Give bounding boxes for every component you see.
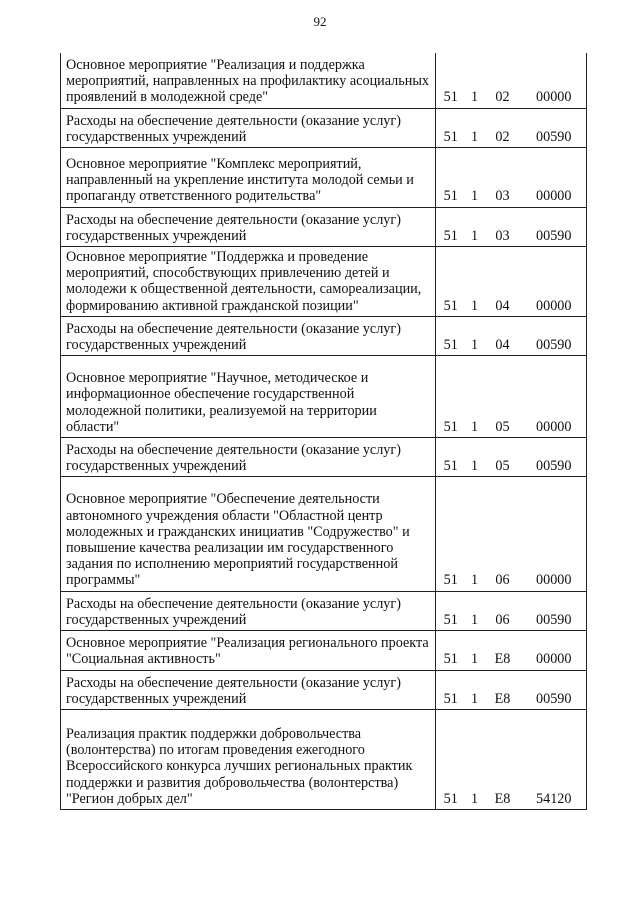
code-program: 51 [436,148,466,208]
code-program: 51 [436,670,466,709]
table-row [61,670,587,709]
table-row [61,591,587,630]
row-description: Основное мероприятие "Реализация и поддержка мероприятий, направленных на профилактику асоциальных проявлений в молодежной среде" [61,53,436,108]
code-subprogram: 1 [466,670,484,709]
code-direction: 00590 [522,207,587,246]
table-row [61,631,587,670]
code-program: 51 [436,438,466,477]
code-event: E8 [484,709,522,809]
code-direction: 00590 [522,591,587,630]
code-program: 51 [436,709,466,809]
row-description: Расходы на обеспечение деятельности (оказание услуг) государственных учреждений [61,438,436,477]
row-description: Расходы на обеспечение деятельности (оказание услуг) государственных учреждений [61,316,436,355]
code-program: 51 [436,247,466,317]
budget-table-container [60,53,586,810]
code-direction: 00000 [522,247,587,317]
code-subprogram: 1 [466,477,484,591]
code-direction: 00000 [522,477,587,591]
code-event: 05 [484,438,522,477]
code-program: 51 [436,356,466,438]
code-direction: 00590 [522,670,587,709]
code-subprogram: 1 [466,247,484,317]
code-event: E8 [484,670,522,709]
code-event: 04 [484,247,522,317]
code-direction: 00000 [522,356,587,438]
code-event: 04 [484,316,522,355]
table-row [61,438,587,477]
code-event: 02 [484,108,522,147]
row-description: Основное мероприятие "Комплекс мероприятий, направленный на укрепление института молодой семьи и пропаганду ответственного родительства" [61,148,436,208]
code-event: 03 [484,148,522,208]
code-program: 51 [436,591,466,630]
budget-table [60,53,587,810]
row-description: Расходы на обеспечение деятельности (оказание услуг) государственных учреждений [61,591,436,630]
row-description: Реализация практик поддержки добровольчества (волонтерства) по итогам проведения ежегодного Всероссийского конкурса лучших региональных практик поддержки и развития добровольчества (волонтерства) "Регион добрых дел" [61,709,436,809]
code-event: E8 [484,631,522,670]
row-description: Расходы на обеспечение деятельности (оказание услуг) государственных учреждений [61,108,436,147]
code-event: 06 [484,477,522,591]
table-row [61,108,587,147]
table-row [61,148,587,208]
code-program: 51 [436,631,466,670]
code-subprogram: 1 [466,207,484,246]
code-subprogram: 1 [470,89,479,106]
code-event: 02 [495,89,510,106]
code-subprogram: 1 [466,316,484,355]
code-subprogram: 1 [466,148,484,208]
table-row [61,709,587,809]
table-row [61,207,587,246]
code-event: 03 [484,207,522,246]
code-event: 05 [484,356,522,438]
code-direction: 00590 [522,438,587,477]
page-number: 92 [313,14,327,29]
row-description: Основное мероприятие "Реализация регионального проекта "Социальная активность" [61,631,436,670]
code-event: 06 [484,591,522,630]
code-direction: 00000 [522,148,587,208]
budget-table-body [61,53,587,809]
table-row [61,53,587,108]
row-description: Основное мероприятие "Поддержка и проведение мероприятий, способствующих привлечению детей и молодежи к общественной деятельности, самореализации, формированию активной гражданской позиции" [61,247,436,317]
table-row [61,356,587,438]
code-subprogram: 1 [466,709,484,809]
code-subprogram: 1 [466,356,484,438]
code-program: 51 [436,108,466,147]
code-program: 51 [436,316,466,355]
row-description: Расходы на обеспечение деятельности (оказание услуг) государственных учреждений [61,207,436,246]
code-direction: 00000 [522,631,587,670]
code-program: 51 [436,477,466,591]
code-direction: 00590 [522,108,587,147]
code-subprogram: 1 [466,631,484,670]
code-direction: 00590 [522,316,587,355]
code-subprogram: 1 [466,591,484,630]
table-row [61,247,587,317]
row-description: Основное мероприятие "Обеспечение деятельности автономного учреждения области "Областной центр молодежных и гражданских инициатив "Содружество" и повышение качества реализации им государственного задания по исполнению мероприятий государственной программы" [61,477,436,591]
table-row [61,316,587,355]
code-program: 51 [436,207,466,246]
code-program: 51 [443,89,458,106]
row-description: Расходы на обеспечение деятельности (оказание услуг) государственных учреждений [61,670,436,709]
code-direction: 54120 [522,709,587,809]
code-subprogram: 1 [466,438,484,477]
code-direction: 00000 [522,53,587,108]
table-row [61,477,587,591]
row-description: Основное мероприятие "Научное, методическое и информационное обеспечение государственной молодежной политики, реализуемой на территории области" [61,356,436,438]
code-subprogram: 1 [466,108,484,147]
